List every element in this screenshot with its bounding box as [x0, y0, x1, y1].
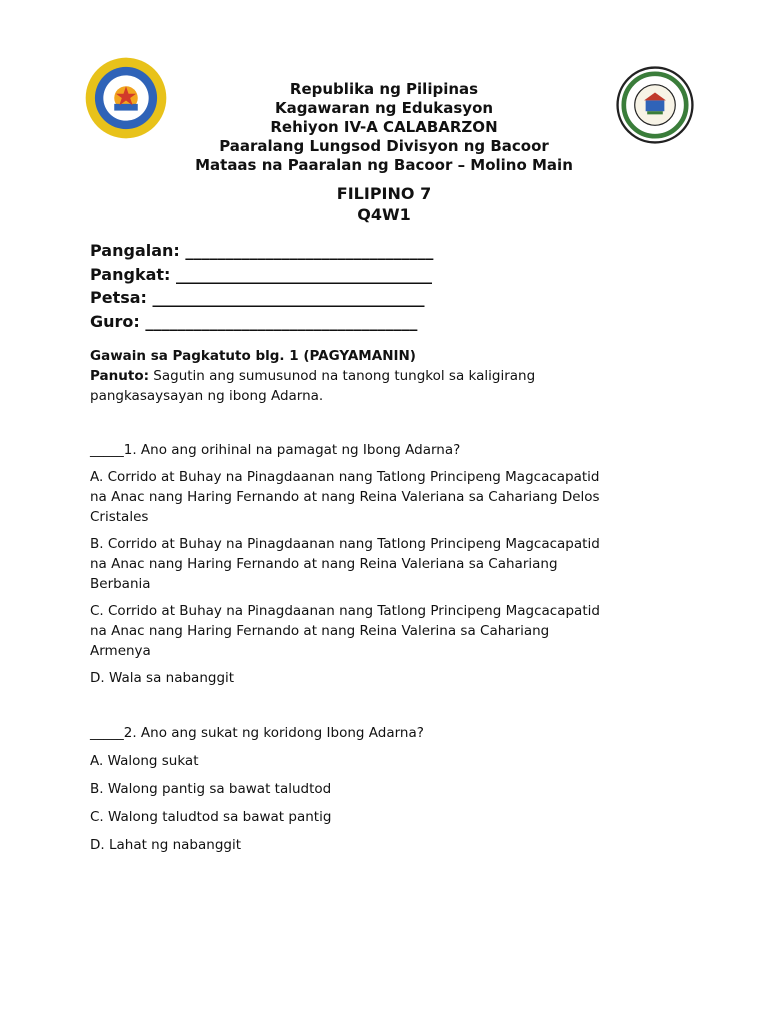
date-blank[interactable]: __________________________________ [152, 288, 425, 307]
date-field[interactable] [90, 286, 570, 310]
quarter-week-title: Q4W1 [357, 205, 411, 224]
header-line-department: Kagawaran ng Edukasyon [274, 99, 494, 117]
question-2-prompt: _____2. Ano ang sukat ng koridong Ibong Adarna? [90, 725, 424, 741]
teacher-blank[interactable]: __________________________________ [145, 311, 418, 331]
instruction-text-line2: pangkasaysayan ng ibong Adarna. [90, 388, 324, 404]
activity-instruction [90, 366, 690, 406]
question-1-option-c[interactable]: C. Corrido at Buhay na Pinagdaanan nang Tatlong Principeng Magcacapatid na Anac nang Haring Fernando at nang Reina Valerina sa Cahariang Armenya [90, 603, 600, 659]
question-2-option-d[interactable]: D. Lahat ng nabanggit [90, 837, 242, 853]
header-line-school: Mataas na Paaralan ng Bacoor – Molino Main [195, 156, 573, 174]
school-seal-icon [616, 66, 694, 144]
header-line-republic: Republika ng Pilipinas [289, 80, 479, 98]
question-1-prompt: _____1. Ano ang orihinal na pamagat ng Ibong Adarna? [90, 442, 461, 458]
question-1-option-b[interactable]: B. Corrido at Buhay na Pinagdaanan nang Tatlong Principeng Magcacapatid na Anac nang Haring Fernando at nang Reina Valeriana sa Cahariang Berbania [90, 536, 600, 592]
student-info-fields [90, 239, 570, 333]
instruction-label: Panuto: [90, 368, 149, 384]
date-label: Petsa: [90, 288, 153, 307]
activity-heading: Gawain sa Pagkatuto blg. 1 (PAGYAMANIN) [90, 348, 416, 364]
name-label: Pangalan: [90, 241, 186, 260]
question-2-option-a[interactable]: A. Walong sukat [90, 753, 199, 769]
worksheet-title [234, 183, 534, 225]
header-line-division: Paaralang Lungsod Divisyon ng Bacoor [219, 137, 549, 155]
section-label: Pangkat: [90, 264, 176, 284]
teacher-label: Guro: [90, 311, 146, 331]
question-1-option-d[interactable]: D. Wala sa nabanggit [90, 670, 235, 686]
question-2-option-c[interactable]: C. Walong taludtod sa bawat pantig [90, 809, 332, 825]
activity-section [90, 346, 690, 406]
section-field[interactable] [90, 263, 570, 287]
question-1-option-a[interactable]: A. Corrido at Buhay na Pinagdaanan nang Tatlong Principeng Magcacapatid na Anac nang Haring Fernando at nang Reina Valeriana sa Cahariang Delos Cristales [90, 469, 600, 525]
section-blank[interactable]: ________________________________ [176, 264, 432, 284]
name-field[interactable] [90, 239, 570, 263]
teacher-field[interactable] [90, 310, 570, 334]
letterhead [150, 80, 618, 175]
name-blank[interactable]: _______________________________ [185, 241, 434, 260]
instruction-text-line1: Sagutin ang sumusunod na tanong tungkol sa kaligirang [149, 368, 536, 384]
subject-title: FILIPINO 7 [336, 184, 432, 203]
question-2-option-b[interactable]: B. Walong pantig sa bawat taludtod [90, 781, 332, 797]
header-line-region: Rehiyon IV-A CALABARZON [270, 118, 498, 136]
